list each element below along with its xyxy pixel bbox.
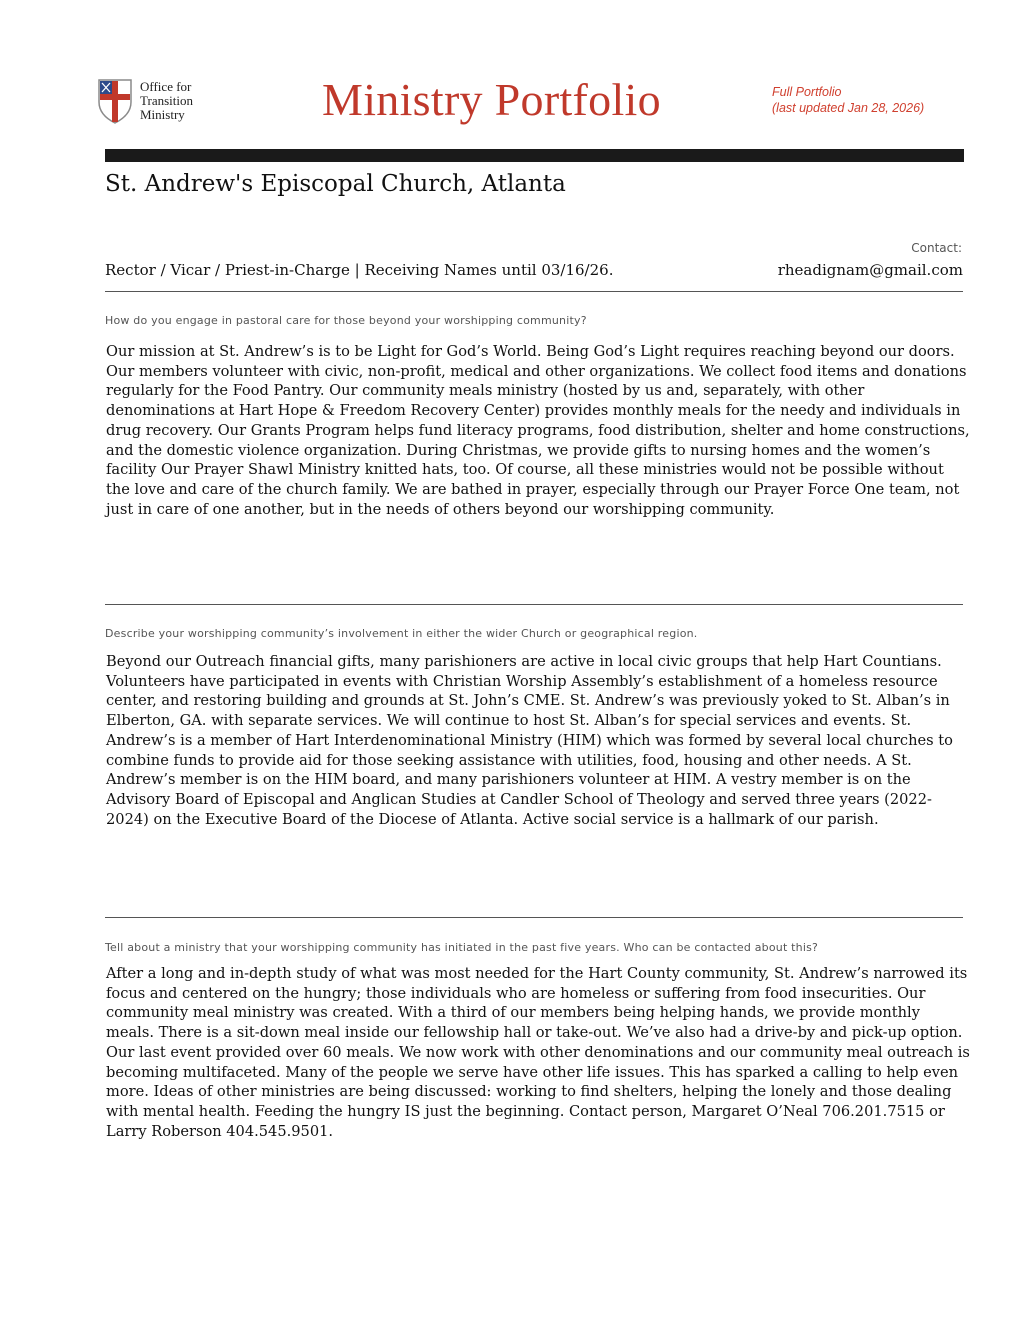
logo-line: Office for xyxy=(140,79,192,94)
section-answer: Our mission at St. Andrew’s is to be Light for God’s World. Being God’s Light requires reaching beyond our doors. Our members volunteer with civic, non-profit, medical and other organizations. We collect food items and donations regularly for the Food Pantry. Our community meals ministry (hosted by us and, separately, with other denominations at Hart Hope & Freedom Recovery Center) provides monthly meals for the needy and individuals in drug recovery. Our Grants Program helps fund literacy programs, food distribution, shelter and home constructions, and the domestic violence organization. During Christmas, we provide gifts to nursing homes and the women’s facility Our Prayer Shawl Ministry knitted hats, too. Of course, all these ministries would not be possible without the love and care of the church family. We are bathed in prayer, especially through our Prayer Force One team, not just in care of one another, but in the needs of others beyond our worshipping community. xyxy=(106,343,970,518)
contact-email: rheadignam@gmail.com xyxy=(777,261,963,279)
section-divider xyxy=(105,917,963,918)
page-header xyxy=(0,0,1020,150)
portfolio-meta xyxy=(772,84,924,116)
section-divider xyxy=(105,604,963,605)
section-divider xyxy=(105,291,963,292)
logo-wordmark xyxy=(140,80,193,122)
portfolio-type: Full Portfolio xyxy=(772,85,842,99)
header-divider-bar xyxy=(105,149,964,162)
logo-line: Transition xyxy=(140,93,193,108)
section-question: How do you engage in pastoral care for those beyond your worshipping community? xyxy=(105,314,587,327)
office-logo xyxy=(97,78,227,126)
last-updated: (last updated Jan 28, 2026) xyxy=(772,101,925,115)
logo-line: Ministry xyxy=(140,107,185,122)
church-name: St. Andrew's Episcopal Church, Atlanta xyxy=(105,171,566,197)
section-answer: After a long and in-depth study of what was most needed for the Hart County community, St. Andrew’s narrowed its focus and centered on the hungry; those individuals who are homeless or suffering from food insecurities. Our community meal ministry was created. With a third of our members being helping hands, we provide monthly meals. There is a sit-down meal inside our fellowship hall or take-out. We’ve also had a drive-by and pick-up option. Our last event provided over 60 meals. We now work with other denominations and our community meal outreach is becoming multifaceted. Many of the people we serve have other life issues. This has sparked a calling to help even more. Ideas of other ministries are being discussed: working to find shelters, helping the lonely and those dealing with mental health. Feeding the hungry IS just the beginning. Contact person, Margaret O’Neal 706.201.7515 or Larry Roberson 404.545.9501. xyxy=(106,965,970,1140)
position-info: Rector / Vicar / Priest-in-Charge | Receiving Names until 03/16/26. xyxy=(105,261,614,279)
section-answer: Beyond our Outreach financial gifts, many parishioners are active in local civic groups that help Hart Countians. Volunteers have participated in events with Christian Worship Assembly’s establishment of a homeless resource center, and restoring building and grounds at St. John’s CME. St. Andrew’s was previously yoked to St. Alban’s in Elberton, GA. with separate services. We will continue to host St. Alban’s for special services and events. St. Andrew’s is a member of Hart Interdenominational Ministry (HIM) which was formed by several local churches to combine funds to provide aid for those seeking assistance with utilities, food, housing and other needs. A St. Andrew’s member is on the HIM board, and many parishioners volunteer at HIM. A vestry member is on the Advisory Board of Episcopal and Anglican Studies at Candler School of Theology and served three years (2022-2024) on the Executive Board of the Diocese of Atlanta. Active social service is a hallmark of our parish. xyxy=(106,653,953,828)
section-question: Describe your worshipping community’s involvement in either the wider Church or geographical region. xyxy=(105,627,698,640)
page-title: Ministry Portfolio xyxy=(322,74,661,125)
contact-label: Contact: xyxy=(911,241,962,255)
episcopal-shield-icon xyxy=(97,78,133,124)
section-question: Tell about a ministry that your worshipping community has initiated in the past five years. Who can be contacted about this? xyxy=(105,941,819,954)
